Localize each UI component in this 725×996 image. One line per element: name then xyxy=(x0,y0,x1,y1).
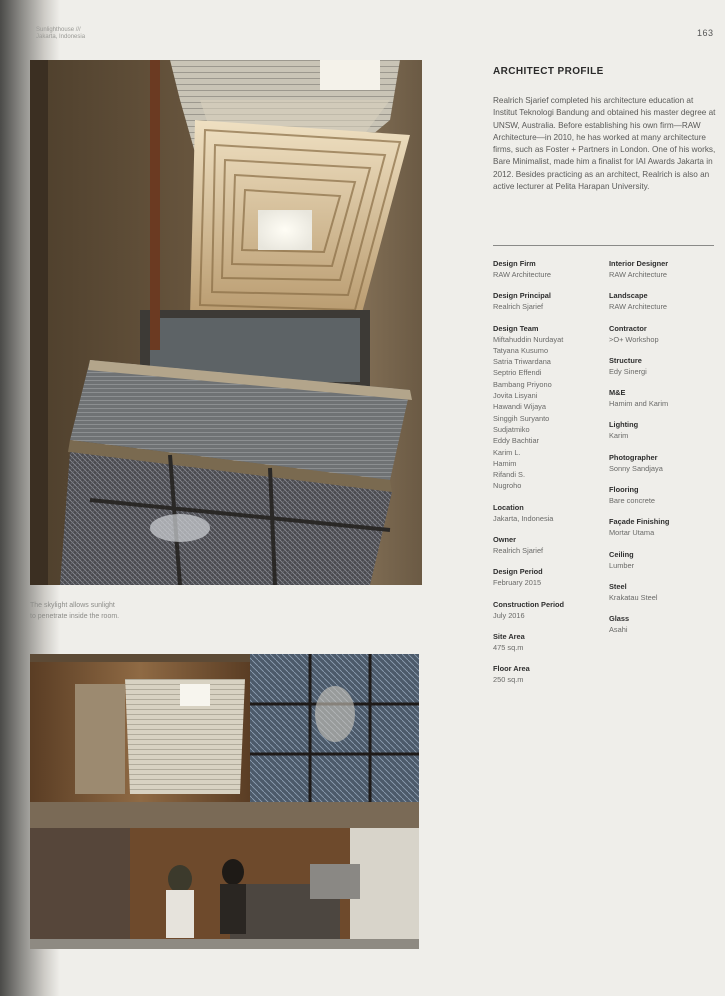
credit-label: Structure xyxy=(609,355,642,365)
skylight-shaft-illustration xyxy=(30,60,422,585)
credit-item xyxy=(609,355,724,377)
credit-value: Rifandi S. xyxy=(493,470,526,480)
credit-value: February 2015 xyxy=(493,578,542,588)
credit-value: Krakatau Steel xyxy=(609,592,658,602)
credit-label: Site Area xyxy=(493,631,525,641)
credit-value: Mortar Utama xyxy=(609,528,655,538)
credit-item xyxy=(493,631,608,653)
credit-label: Design Period xyxy=(493,567,543,577)
credit-label: Design Team xyxy=(493,323,539,333)
credit-item xyxy=(493,663,608,685)
credit-value: Nugroho xyxy=(493,481,522,491)
credits-column-right xyxy=(609,258,724,646)
credit-label: Location xyxy=(493,502,524,512)
credit-value: Karim L. xyxy=(493,447,521,457)
credit-label: Design Principal xyxy=(493,291,551,301)
credit-value: Eddy Bachtiar xyxy=(493,436,540,446)
credit-item xyxy=(609,581,724,603)
credit-value: Jakarta, Indonesia xyxy=(493,513,554,523)
credit-item xyxy=(609,452,724,474)
credit-value: RAW Architecture xyxy=(493,270,552,279)
credit-item xyxy=(493,323,608,492)
credit-value: Septrio Effendi xyxy=(493,368,542,378)
credit-value: Jovita Lisyani xyxy=(493,391,538,401)
running-head-title: Sunlighthouse /// xyxy=(36,27,81,33)
page-number: 163 xyxy=(697,28,714,38)
credit-value: Realrich Sjarief xyxy=(493,302,544,312)
credit-value: Asahi xyxy=(609,625,628,635)
credit-value: Hamim and Karim xyxy=(609,399,669,409)
credit-value: RAW Architecture xyxy=(609,302,668,312)
interior-kitchen-illustration xyxy=(30,654,419,949)
credit-item xyxy=(493,502,608,524)
photo-skylight-shaft xyxy=(30,60,422,585)
credit-value: Hamim xyxy=(493,458,517,468)
credit-item xyxy=(493,258,608,280)
credit-value: Bare concrete xyxy=(609,496,656,506)
credit-label: M&E xyxy=(609,388,626,398)
credit-label: Façade Finishing xyxy=(609,517,670,527)
running-head xyxy=(36,27,85,41)
credit-item xyxy=(609,549,724,571)
credit-label: Design Firm xyxy=(493,259,536,268)
credit-value: Edy Sinergi xyxy=(609,366,647,376)
credit-item xyxy=(493,599,608,621)
credit-item xyxy=(609,258,724,280)
credit-label: Lighting xyxy=(609,420,639,430)
photo-caption xyxy=(30,600,119,622)
credit-value: Lumber xyxy=(609,560,635,570)
credit-value: >O+ Workshop xyxy=(609,334,659,344)
credit-label: Construction Period xyxy=(493,599,565,609)
credit-label: Ceiling xyxy=(609,549,634,559)
credit-item xyxy=(609,387,724,409)
credit-item xyxy=(609,290,724,312)
credit-item xyxy=(493,290,608,312)
credit-value: Miftahuddin Nurdayat xyxy=(493,334,564,344)
credit-label: Flooring xyxy=(609,485,639,495)
credit-label: Glass xyxy=(609,614,630,624)
credit-value: Satria Triwardana xyxy=(493,357,551,367)
credit-label: Interior Designer xyxy=(609,259,669,268)
credit-item xyxy=(609,419,724,441)
credit-item xyxy=(609,484,724,506)
credit-value: RAW Architecture xyxy=(609,270,668,279)
section-title: ARCHITECT PROFILE xyxy=(493,66,604,77)
credit-value: Karim xyxy=(609,431,629,441)
credit-value: Sudjatmiko xyxy=(493,424,530,434)
credit-label: Steel xyxy=(609,581,627,591)
section-divider xyxy=(493,245,714,246)
architect-bio: Realrich Sjarief completed his architecture education at Institut Teknologi Bandung and obtained his master degree at UNSW, Australia. Before establishing his own firm—RAW Architecture—in 2010, he has worked at many architecture firms, such as Foster + Partners in London. One of his works, Bare Minimalist, made him a finalist for IAI Awards Jakarta in 2012. Besides practicing as an architect, Realrich is also an active lecturer at Pelita Harapan University. xyxy=(493,96,716,191)
credit-label: Landscape xyxy=(609,291,648,301)
photo-caption-line: The skylight allows sunlight xyxy=(30,602,115,609)
credit-value: July 2016 xyxy=(493,610,525,620)
credit-value: 475 sq.m xyxy=(493,642,524,652)
credit-item xyxy=(493,566,608,588)
credit-value: Realrich Sjarief xyxy=(493,546,544,556)
credit-item xyxy=(609,516,724,538)
credit-value: 250 sq.m xyxy=(493,675,524,685)
credit-value: Bambang Priyono xyxy=(493,379,552,389)
credit-label: Owner xyxy=(493,535,516,545)
credit-label: Floor Area xyxy=(493,664,530,674)
credit-value: Tatyana Kusumo xyxy=(493,345,549,355)
credit-item xyxy=(493,534,608,556)
credit-value: Singgih Suryanto xyxy=(493,413,550,423)
credits-column-left xyxy=(493,258,608,696)
running-head-location: Jakarta, Indonesia xyxy=(36,34,86,40)
credit-value: Sonny Sandjaya xyxy=(609,463,663,473)
credit-label: Photographer xyxy=(609,452,658,462)
photo-caption-line: to penetrate inside the room. xyxy=(30,613,120,620)
credit-item xyxy=(609,613,724,635)
credit-label: Contractor xyxy=(609,323,647,333)
credit-item xyxy=(609,323,724,345)
credit-value: Hawandi Wijaya xyxy=(493,402,546,412)
photo-interior-kitchen xyxy=(30,654,419,949)
